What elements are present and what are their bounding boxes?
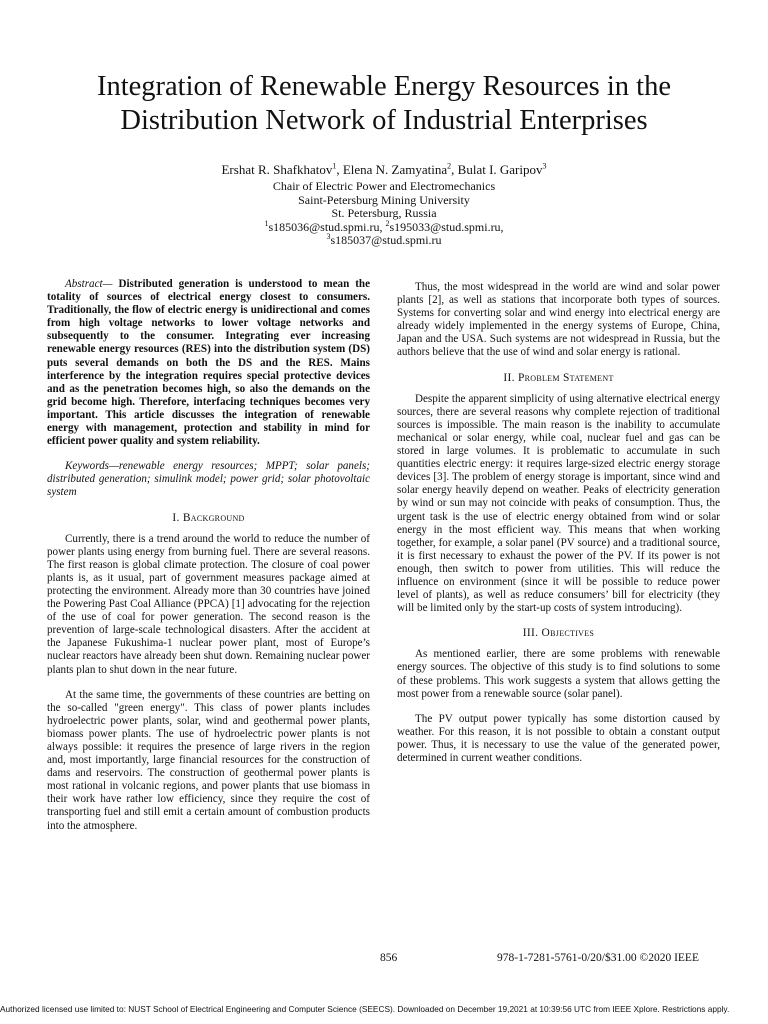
email-link[interactable]: s195033@stud.spmi.ru, <box>389 219 504 234</box>
author-name: Ershat R. Shafkhatov <box>221 162 333 177</box>
author-names: Ershat R. Shafkhatov$^1$, Elena N. Zamyatina$^2$, Bulat I. Garipov$^3$ <box>221 161 547 177</box>
paragraph: Thus, the most widespread in the world are wind and solar power plants [2], as well as stations that incorporate both types of sources. Systems for converting solar and wind energy into electrical energy are already widely implemented in the energy systems of Europe, China, Japan and the USA. Such systems are not widespread in Russia, but the authors believe that the use of wind and solar energy is rational. <box>397 281 720 359</box>
affiliation-line: Saint-Petersburg Mining University <box>298 192 470 207</box>
isbn-copyright: 978-1-7281-5761-0/20/$31.00 ©2020 IEEE <box>497 952 699 964</box>
paragraph: Despite the apparent simplicity of using alternative electrical energy sources, there are several reasons why complete rejection of traditional sources is impossible. The main reason is the inability to accumulate mechanical or solar energy, while coal, nuclear fuel and gas can be stored in large volumes. It is problematic to accumulate in such quantities electric energy: it requires large-sized electric energy storage devices [3]. The problem of energy storage is important, since wind and solar energy heavily depend on weather. Peaks of electricity generation by wind or sun may not coincide with peaks of consumption. Thus, the urgent task is the use of electric energy obtained from wind or solar energy in the most efficient way. This means that when working together, for example, a solar panel (PV source) and a traditional source, it is first necessary to exhaust the power of the PV. If its power is not enough, then switch to power from utilities. This will reduce the influence on environment (since it will be possible to reduce power level of plants), as well as reduce consumers’ bill for electricity (they will be limited only by the start-up costs of system introducing). <box>397 392 720 615</box>
keywords: Keywords—renewable energy resources; MPPT; solar panels; distributed generation; simulink model; power grid; solar photovoltaic system <box>47 460 370 499</box>
email-mark: 2 <box>385 218 390 228</box>
right-column <box>397 281 720 777</box>
author-mark: 1 <box>332 161 337 171</box>
email-line <box>100 234 668 248</box>
page-number: 856 <box>380 952 398 964</box>
email-link[interactable]: s185037@stud.spmi.ru <box>330 233 442 248</box>
section-heading-background: I. Background <box>172 511 245 524</box>
author-mark: 2 <box>447 161 452 171</box>
section-heading-objectives: III. Objectives <box>522 627 595 640</box>
email-mark: 3 <box>326 232 331 242</box>
affiliation-line: Chair of Electric Power and Electromechanics <box>272 179 496 193</box>
abstract-label: Abstract— <box>65 278 113 290</box>
email-mark: 1 <box>264 218 269 228</box>
abstract <box>47 278 370 448</box>
author-name: Bulat I. Garipov <box>457 162 543 177</box>
license-notice: Authorized licensed use limited to: NUST School of Electrical Engineering and Computer Science (SEECS). Downloaded on December 19,2021 at 10:39:56 UTC from IEEE Xplore. Restrictions apply. <box>0 1004 730 1014</box>
paragraph: The PV output power typically has some distortion caused by weather. For this reason, it is not possible to obtain a constant output power. Thus, it is necessary to use the value of the generated power, determined in current weather conditions. <box>397 712 720 764</box>
left-column <box>47 278 370 845</box>
section-heading-problem-statement: II. Problem Statement <box>503 371 614 384</box>
paragraph: As mentioned earlier, there are some problems with renewable energy sources. The objective of this study is to find solutions to some of these problems. This work suggests a system that allows getting the most power from a renewable source (solar panel). <box>397 648 720 700</box>
author-name: Elena N. Zamyatina <box>342 162 448 177</box>
email-link[interactable]: s185036@stud.spmi.ru, <box>268 219 383 234</box>
paragraph: Currently, there is a trend around the world to reduce the number of power plants using energy from burning fuel. There are several reasons. The first reason is global climate protection. The closure of coal power plants is, as it usual, part of government measures package aimed at protecting the environment. Already more than 30 countries have joined the Powering Past Coal Alliance (PPCA) [1] advocating for the rejection of the use of coal for power generation. The second reason is the prevention of large-scale technological disasters. After the accident at the Japanese Fukushima-1 nuclear power plant, most of Europe’s nuclear reactors have already been shut down. Remaining nuclear power plants plan to shut down in the near future. <box>47 532 370 676</box>
paragraph: At the same time, the governments of these countries are betting on the so-called "green energy". This class of power plants includes hydroelectric power plants, solar, wind and geothermal power plants, biomass power plants. The use of hydroelectric power plants is not always possible: it requires the presence of large rivers in the region and, most importantly, large financial resources for the construction of dams and reservoirs. The construction of geothermal power plants is most rational in volcanic regions, and power plants that use biomass in their work have rather low efficiency, since they require the cost of transporting fuel and still emit a certain amount of combustion products into the atmosphere. <box>47 688 370 832</box>
paper-title: Integration of Renewable Energy Resources in the Distribution Network of Industrial Enterprises <box>96 71 672 136</box>
abstract-text: Distributed generation is understood to mean the totality of sources of electrical energy closest to consumers. Traditionally, the flow of electric energy is unidirectional and comes from high voltage networks to lower voltage networks and subsequently to the consumer. Integrating ever increasing renewable energy resources (RES) into the distribution system (DS) puts several demands on both the DS and the RES. Mains interference by the integration requires special protective devices and as the penetration becomes high, so also the demands on the grid become high. Therefore, interfacing techniques becomes very important. This article discusses the integration of renewable energy with management, protection and stability in mind for efficient power quality and system reliability. <box>47 278 370 448</box>
author-mark: 3 <box>542 161 547 171</box>
affiliation-line: St. Petersburg, Russia <box>331 206 437 221</box>
author-block <box>100 162 668 248</box>
